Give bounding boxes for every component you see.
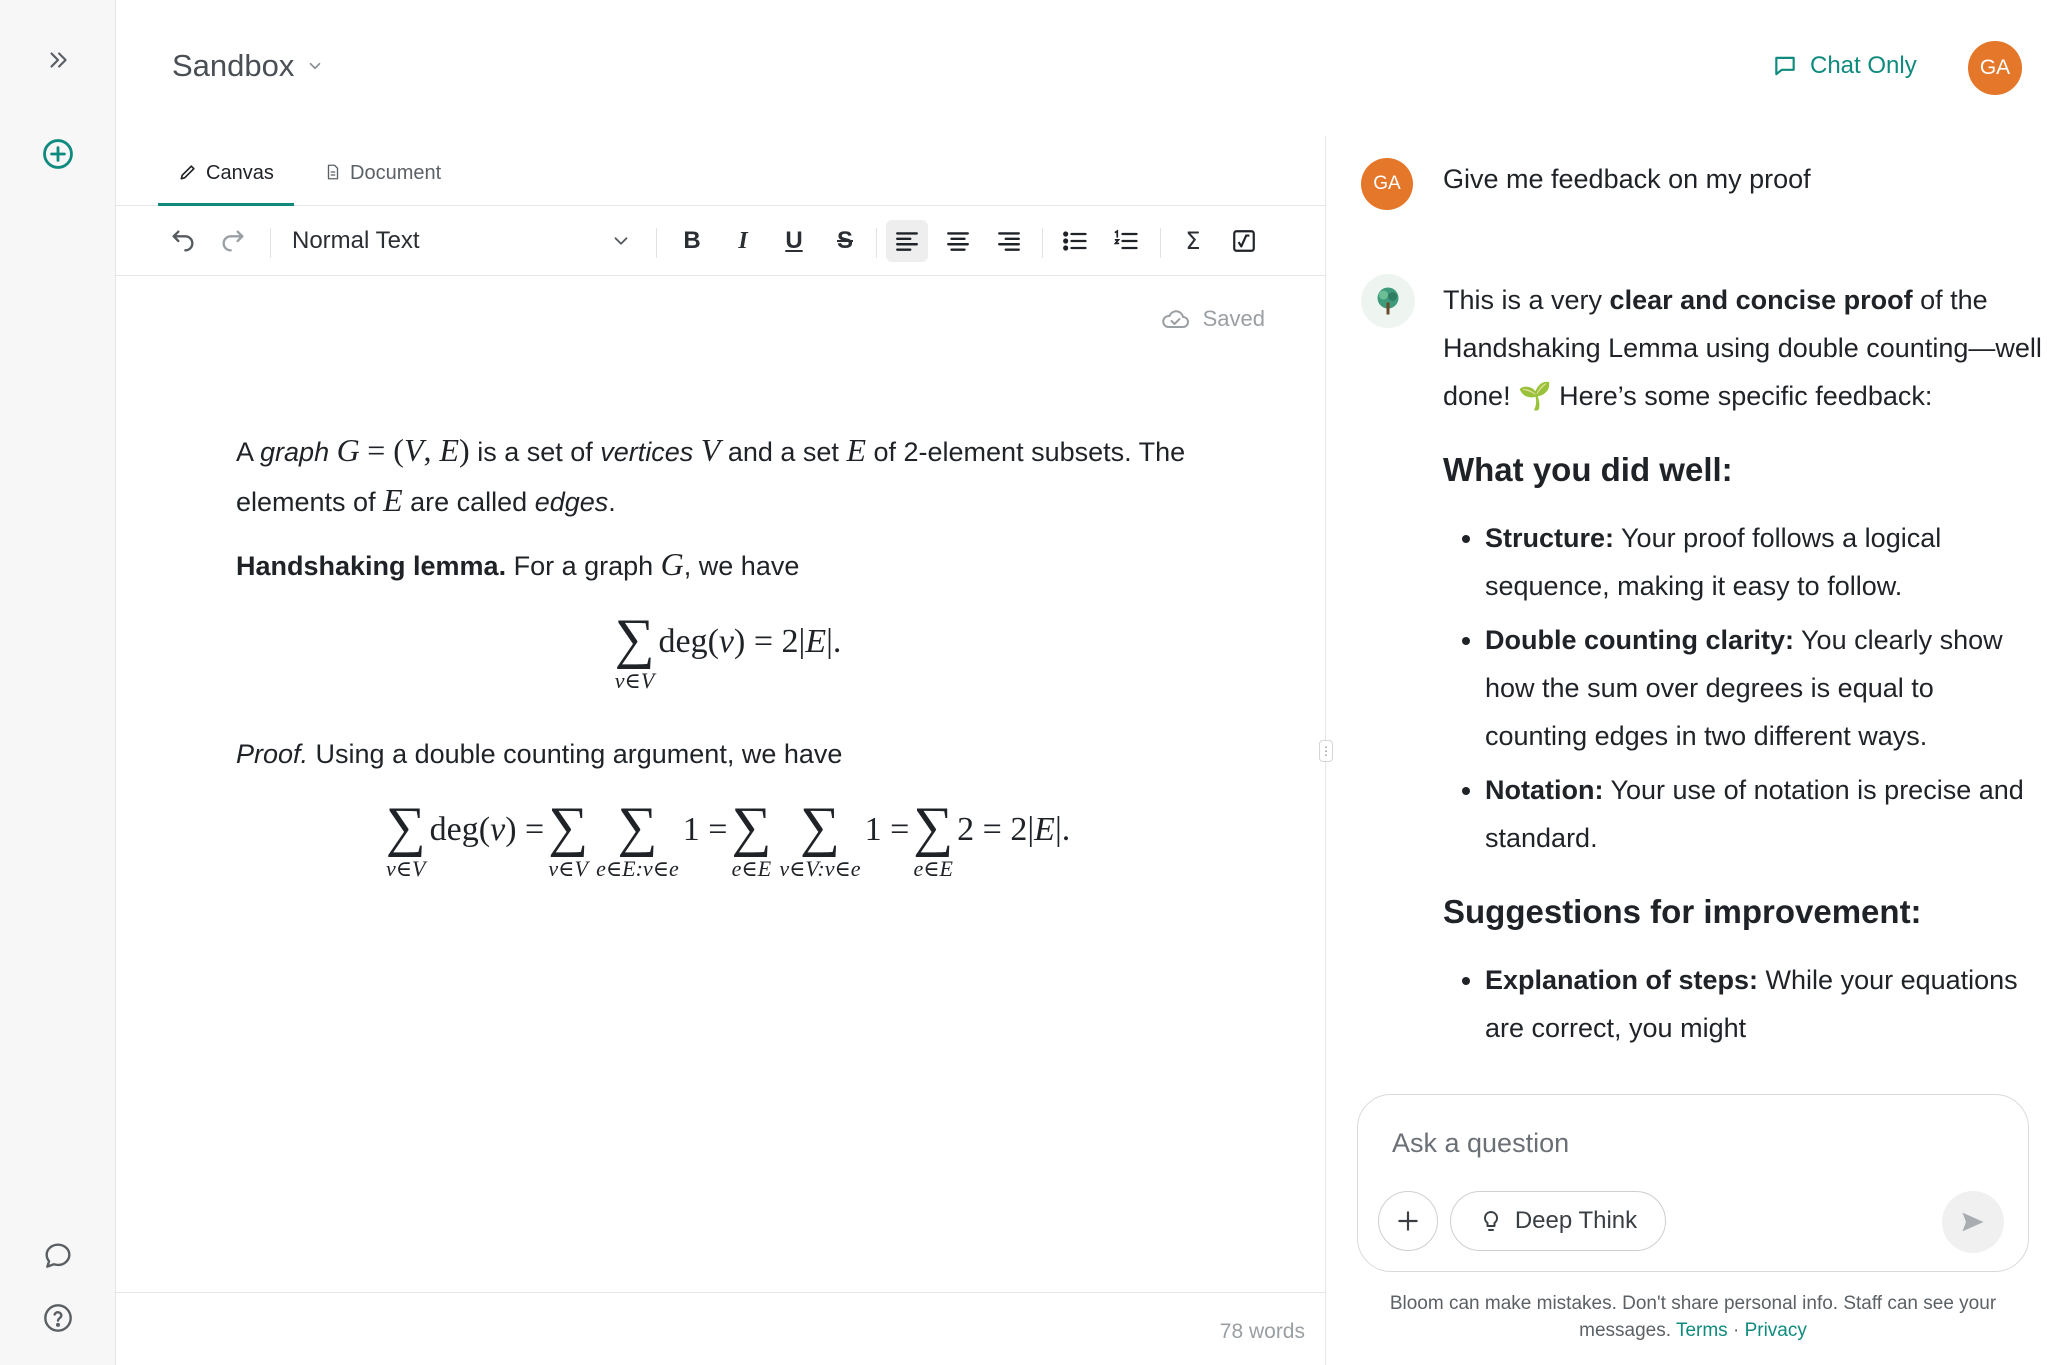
word-count: 78 words <box>1219 1320 1305 1343</box>
disclaimer <box>1357 1290 2029 1344</box>
text-run: For a graph <box>506 551 661 581</box>
list-item <box>1485 616 2043 760</box>
assistant-reply <box>1443 276 2043 1226</box>
align-right-button[interactable] <box>988 220 1030 262</box>
undo-button[interactable] <box>162 220 204 262</box>
deep-think-toggle[interactable] <box>1450 1191 1666 1251</box>
lemma-paragraph: Handshaking lemma. For a graph G, we have <box>236 546 800 582</box>
user-avatar[interactable]: GA <box>1968 41 2022 95</box>
numbered-list-icon <box>1112 227 1140 255</box>
text-run: Using a double counting argument, we have <box>308 739 843 769</box>
list-item-title: Explanation of steps: <box>1485 965 1759 995</box>
align-right-icon <box>996 228 1022 254</box>
text-run: and a set <box>720 437 847 467</box>
reply-list <box>1443 956 2043 1052</box>
list-item <box>1485 956 2043 1052</box>
help-icon <box>42 1302 74 1334</box>
lemma-equation: ∑ v∈V deg(v) = 2|E|. <box>614 608 842 693</box>
text-run: A <box>236 437 261 467</box>
text-run: is a set of <box>469 437 601 467</box>
expand-sidebar-button[interactable] <box>38 40 78 80</box>
question-input[interactable] <box>1392 1123 1992 1163</box>
proof-label: Proof. <box>236 739 309 769</box>
user-avatar-small: GA <box>1361 158 1413 210</box>
workspace-title: Sandbox <box>172 48 295 83</box>
bullet-list-button[interactable] <box>1054 220 1096 262</box>
chevron-down-icon <box>306 57 324 75</box>
new-plus-icon <box>41 137 75 171</box>
list-item-text: Your proof follows a logical sequence, making it easy to follow. <box>1485 523 1942 601</box>
align-left-icon <box>894 228 920 254</box>
reply-section-heading: What you did well: <box>1443 451 1733 488</box>
proof-paragraph <box>236 730 1216 778</box>
toolbar-divider <box>1160 228 1161 258</box>
editor-panel <box>116 136 1326 1365</box>
tab-document-label: Document <box>350 162 442 184</box>
document-content[interactable] <box>236 426 1216 918</box>
align-left-button[interactable] <box>886 220 928 262</box>
list-item-text: While your equations are correct, you might <box>1485 965 2018 1043</box>
user-message-text: Give me feedback on my proof <box>1443 164 1811 194</box>
save-status-label: Saved <box>1202 306 1265 331</box>
top-header <box>116 0 2048 136</box>
format-toolbar <box>116 206 1326 276</box>
list-item-title: Structure: <box>1485 523 1615 553</box>
chat-panel <box>1327 136 2048 1365</box>
chevron-down-icon <box>610 230 632 252</box>
expand-icon <box>45 47 71 73</box>
text-run: of 2-element subsets. The elements of <box>236 437 1186 517</box>
panel-resize-handle[interactable]: ⋮ <box>1319 740 1333 762</box>
assistant-avatar <box>1361 274 1415 328</box>
send-icon <box>1959 1208 1987 1236</box>
help-button[interactable] <box>38 1298 78 1338</box>
text-run: clear and concise proof <box>1609 285 1913 315</box>
save-status <box>1159 306 1265 332</box>
cloud-check-icon <box>1159 307 1191 331</box>
terms-link[interactable]: Terms <box>1675 1320 1728 1341</box>
chat-only-button[interactable] <box>1772 52 1917 80</box>
toolbar-divider <box>270 228 271 258</box>
lightbulb-icon <box>1479 1208 1503 1234</box>
insert-sum-button[interactable]: Σ <box>1185 227 1201 255</box>
chat-composer <box>1357 1094 2029 1272</box>
toolbar-divider <box>1042 228 1043 258</box>
underline-button[interactable]: U <box>785 227 803 254</box>
chat-bubble-icon <box>42 1240 74 1272</box>
list-item-text: You clearly show how the sum over degrees is equal to counting edges in two different ways. <box>1485 625 2003 751</box>
list-item-title: Notation: <box>1485 775 1604 805</box>
proof-equation: ∑ v∈V deg(v) = ∑ v∈V ∑ e∈E:v∈e 1 = ∑ e∈E ∑ v∈V:v∈e 1 = ∑ e∈E 2 = 2|E|. <box>385 796 1071 881</box>
chat-only-label: Chat Only <box>1810 52 1917 79</box>
attach-button[interactable] <box>1378 1191 1438 1251</box>
insert-formula-button[interactable] <box>1223 220 1265 262</box>
formula-box-icon <box>1231 228 1257 254</box>
tab-canvas-label: Canvas <box>206 162 274 184</box>
deep-think-label: Deep Think <box>1514 1207 1638 1234</box>
redo-icon <box>219 227 247 255</box>
text-run: This is a very <box>1443 285 1610 315</box>
list-item <box>1485 766 2043 862</box>
lemma-title: Handshaking lemma. <box>236 551 507 581</box>
disclaimer-text: Bloom can make mistakes. Don't share personal info. Staff can see your messages. <box>1389 1293 1997 1341</box>
align-center-button[interactable] <box>937 220 979 262</box>
definition-paragraph: A graph G = (V, E) is a set of vertices V and a set E of 2-element subsets. The elements of E are called edges. <box>236 432 1186 518</box>
left-rail <box>0 0 116 1365</box>
document-icon <box>324 162 342 182</box>
tree-logo-icon <box>1370 283 1406 319</box>
new-item-button[interactable] <box>38 134 78 174</box>
numbered-list-button[interactable] <box>1105 220 1147 262</box>
plus-icon <box>1395 1208 1421 1234</box>
strikethrough-button[interactable]: S <box>836 227 853 254</box>
reply-intro <box>1443 276 2043 420</box>
text-run: of the Handshaking Lemma using double counting—well done! 🌱 Here’s some specific feedback: <box>1443 285 2042 411</box>
list-item <box>1485 514 2043 610</box>
toolbar-divider <box>656 228 657 258</box>
italic-button[interactable]: I <box>738 227 748 254</box>
chat-bubble-icon <box>1772 53 1798 79</box>
editor-tabs <box>116 136 1326 206</box>
tab-canvas[interactable] <box>158 162 294 206</box>
undo-icon <box>169 227 197 255</box>
redo-button[interactable] <box>212 220 254 262</box>
send-button[interactable] <box>1942 1191 2004 1253</box>
reply-section-heading: Suggestions for improvement: <box>1443 893 1922 930</box>
bold-button[interactable]: B <box>683 227 701 254</box>
text-run: graph <box>260 437 330 467</box>
privacy-link[interactable]: Privacy <box>1744 1320 1807 1341</box>
list-item-title: Double counting clarity: <box>1485 625 1795 655</box>
text-run: vertices <box>600 437 694 467</box>
text-style-value: Normal Text <box>292 227 420 254</box>
pencil-icon <box>178 162 198 182</box>
bullet-list-icon <box>1061 227 1089 255</box>
tab-document[interactable] <box>304 162 461 206</box>
list-item-text: Your use of notation is precise and standard. <box>1485 775 2024 853</box>
toolbar-divider <box>876 228 877 258</box>
text-run: are called <box>402 487 535 517</box>
chats-button[interactable] <box>38 1236 78 1276</box>
separator-dot: · <box>1732 1320 1740 1341</box>
text-style-select[interactable] <box>292 220 632 262</box>
editor-footer-divider <box>116 1292 1326 1293</box>
text-run: , we have <box>683 551 800 581</box>
align-center-icon <box>945 228 971 254</box>
reply-list <box>1443 514 2043 862</box>
text-run: . <box>608 487 616 517</box>
workspace-selector[interactable] <box>172 48 324 84</box>
text-run: edges <box>534 487 609 517</box>
